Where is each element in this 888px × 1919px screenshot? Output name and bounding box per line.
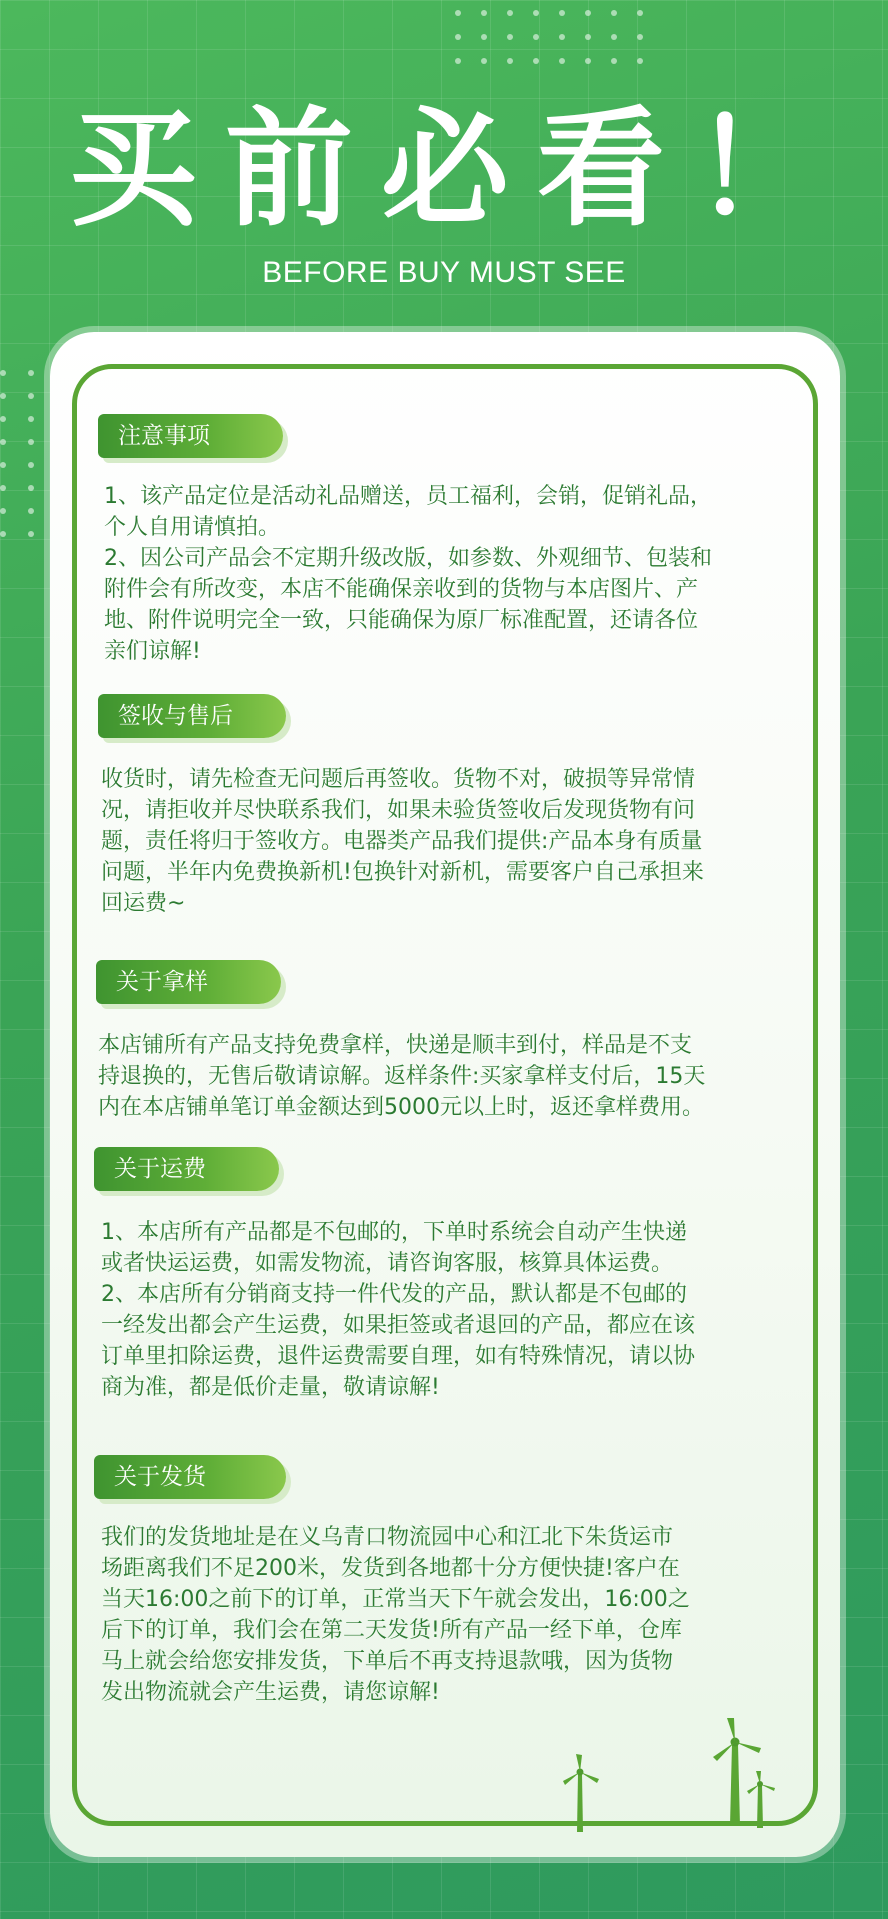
text-line: 马上就会给您安排发货，下单后不再支持退款哦，因为货物 (101, 1649, 674, 1674)
section-body (101, 1522, 801, 1708)
wind-turbine-icon (743, 1770, 777, 1828)
text-line: 回运费~ (101, 891, 186, 916)
text-line: 商为准，都是低价走量，敬请谅解! (101, 1375, 440, 1400)
text-line: 持退换的，无售后敬请谅解。返样条件:买家拿样支付后，15天 (98, 1064, 706, 1089)
text-line: 附件会有所改变，本店不能确保亲收到的货物与本店图片、产 (104, 577, 699, 602)
text-line: 2、因公司产品会不定期升级改版，如参数、外观细节、包装和 (104, 546, 712, 571)
section-heading: 关于运费 (94, 1147, 279, 1191)
text-line: 我们的发货地址是在义乌青口物流园中心和江北下朱货运市 (101, 1525, 674, 1550)
text-line: 题，责任将归于签收方。电器类产品我们提供:产品本身有质量 (101, 829, 703, 854)
text-line: 2、本店所有分销商支持一件代发的产品，默认都是不包邮的 (101, 1282, 687, 1307)
wind-turbine-icon (555, 1752, 605, 1832)
text-line: 发出物流就会产生运费，请您谅解! (101, 1680, 440, 1705)
dot-grid-icon (0, 370, 34, 537)
text-line: 问题，半年内免费换新机!包换针对新机，需要客户自己承担来 (101, 860, 704, 885)
text-line: 场距离我们不足200米，发货到各地都十分方便快捷!客户在 (101, 1556, 680, 1581)
section-heading: 签收与售后 (98, 694, 286, 738)
text-line: 或者快运运费，如需发物流，请咨询客服，核算具体运费。 (101, 1251, 674, 1276)
text-line: 1、该产品定位是活动礼品赠送，员工福利，会销，促销礼品， (104, 484, 712, 509)
section-heading: 关于发货 (94, 1455, 286, 1499)
section-body (101, 764, 801, 919)
page-title: 买前必看！ (68, 95, 849, 244)
text-line: 订单里扣除运费，退件运费需要自理，如有特殊情况，请以协 (101, 1344, 696, 1369)
text-line: 亲们谅解! (104, 639, 201, 664)
section-heading: 注意事项 (98, 414, 283, 458)
text-line: 内在本店铺单笔订单金额达到5000元以上时，返还拿样费用。 (98, 1095, 704, 1120)
text-line: 地、附件说明完全一致，只能确保为原厂标准配置，还请各位 (104, 608, 699, 633)
text-line: 当天16:00之前下的订单，正常当天下午就会发出，16:00之 (101, 1587, 690, 1612)
section-body (104, 481, 804, 667)
text-line: 一经发出都会产生运费，如果拒签或者退回的产品，都应在该 (101, 1313, 696, 1338)
text-line: 本店铺所有产品支持免费拿样，快递是顺丰到付，样品是不支 (98, 1033, 693, 1058)
text-line: 后下的订单，我们会在第二天发货!所有产品一经下单，仓库 (101, 1618, 682, 1643)
text-line: 1、本店所有产品都是不包邮的，下单时系统会自动产生快递 (101, 1220, 687, 1245)
section-heading: 关于拿样 (96, 960, 281, 1004)
page-subtitle: BEFORE BUY MUST SEE (262, 256, 626, 289)
text-line: 况，请拒收并尽快联系我们，如果未验货签收后发现货物有问 (101, 798, 696, 823)
text-line: 收货时，请先检查无问题后再签收。货物不对，破损等异常情 (101, 767, 696, 792)
text-line: 个人自用请慎拍。 (104, 515, 281, 540)
dot-grid-icon (455, 10, 643, 64)
section-body (98, 1030, 798, 1123)
section-body (101, 1217, 811, 1403)
